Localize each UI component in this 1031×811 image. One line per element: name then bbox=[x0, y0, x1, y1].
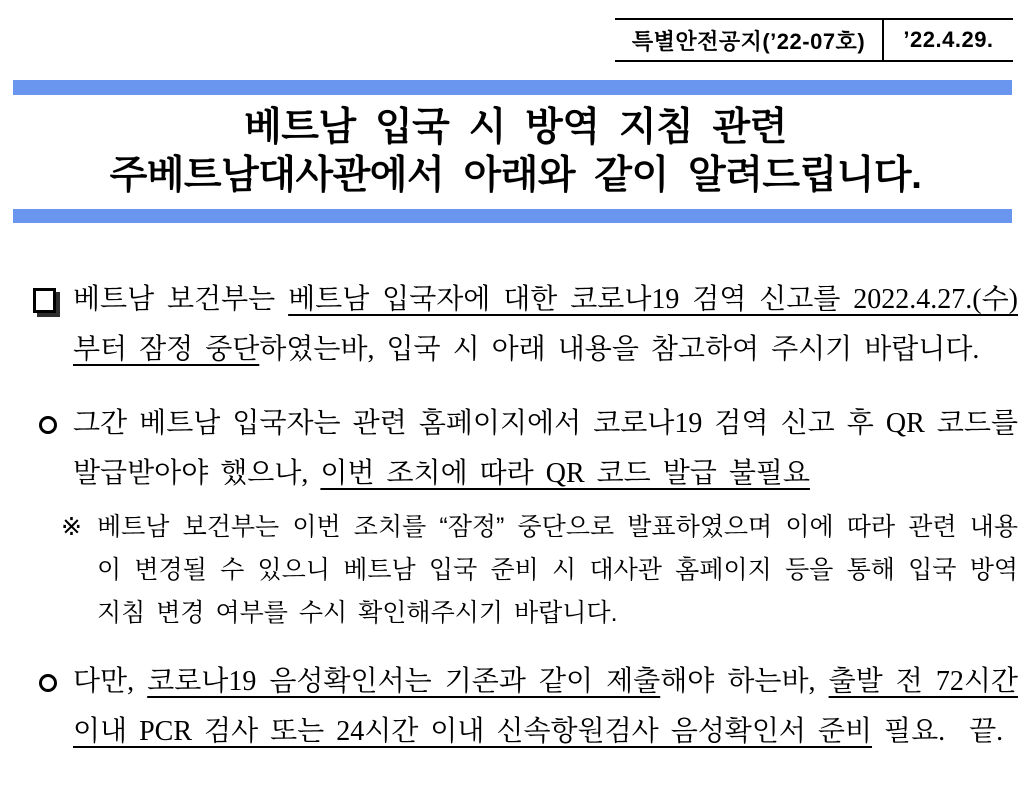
document-body bbox=[33, 275, 1018, 757]
paragraph-negative-test-required bbox=[33, 657, 1018, 757]
notice-number-label: 특별안전공지(’22-07호) bbox=[631, 28, 866, 54]
notice-number-box bbox=[615, 18, 1013, 62]
paragraph-quarantine-report-suspended bbox=[33, 275, 1018, 375]
title-line-1: 베트남 입국 시 방역 지침 관련 bbox=[244, 106, 787, 149]
accent-bar-bottom bbox=[13, 209, 1012, 223]
document-title bbox=[0, 104, 1031, 200]
paragraph-qr-code-not-required bbox=[33, 399, 1018, 499]
reference-mark-icon: ※ bbox=[61, 513, 82, 541]
paragraph-text: 베트남 보건부는 이번 조치를 “잠정” 중단으로 발표하였으며 이에 따라 관련 내용이 변경될 수 있으니 베트남 입국 준비 시 대사관 홈페이지 등을 통해 입국 방역 지침 변경 여부를 수시 확인해주시기 바랍니다. bbox=[97, 513, 1018, 627]
notice-date: ’22.4.29. bbox=[882, 20, 1013, 60]
square-bullet-icon bbox=[33, 288, 56, 313]
paragraph-text: 다만, 코로나19 음성확인서는 기존과 같이 제출해야 하는바, 출발 전 72시간 이내 PCR 검사 또는 24시간 이내 신속항원검사 음성확인서 준비 필요. 끝. bbox=[73, 666, 1018, 747]
title-line-2: 주베트남대사관에서 아래와 같이 알려드립니다. bbox=[109, 154, 922, 197]
paragraph-text: 그간 베트남 입국자는 관련 홈페이지에서 코로나19 검역 신고 후 QR 코드를 발급받아야 했으나, 이번 조치에 따라 QR 코드 발급 불필요 bbox=[73, 408, 1018, 489]
paragraph-text: 베트남 보건부는 베트남 입국자에 대한 코로나19 검역 신고를 2022.4.27.(수)부터 잠정 중단하였는바, 입국 시 아래 내용을 참고하여 주시기 바랍니다. bbox=[73, 284, 1018, 365]
accent-bar-top bbox=[13, 80, 1012, 95]
paragraph-note-temporary-measure bbox=[33, 506, 1018, 635]
circle-bullet-icon bbox=[39, 416, 57, 434]
circle-bullet-icon bbox=[39, 674, 57, 692]
